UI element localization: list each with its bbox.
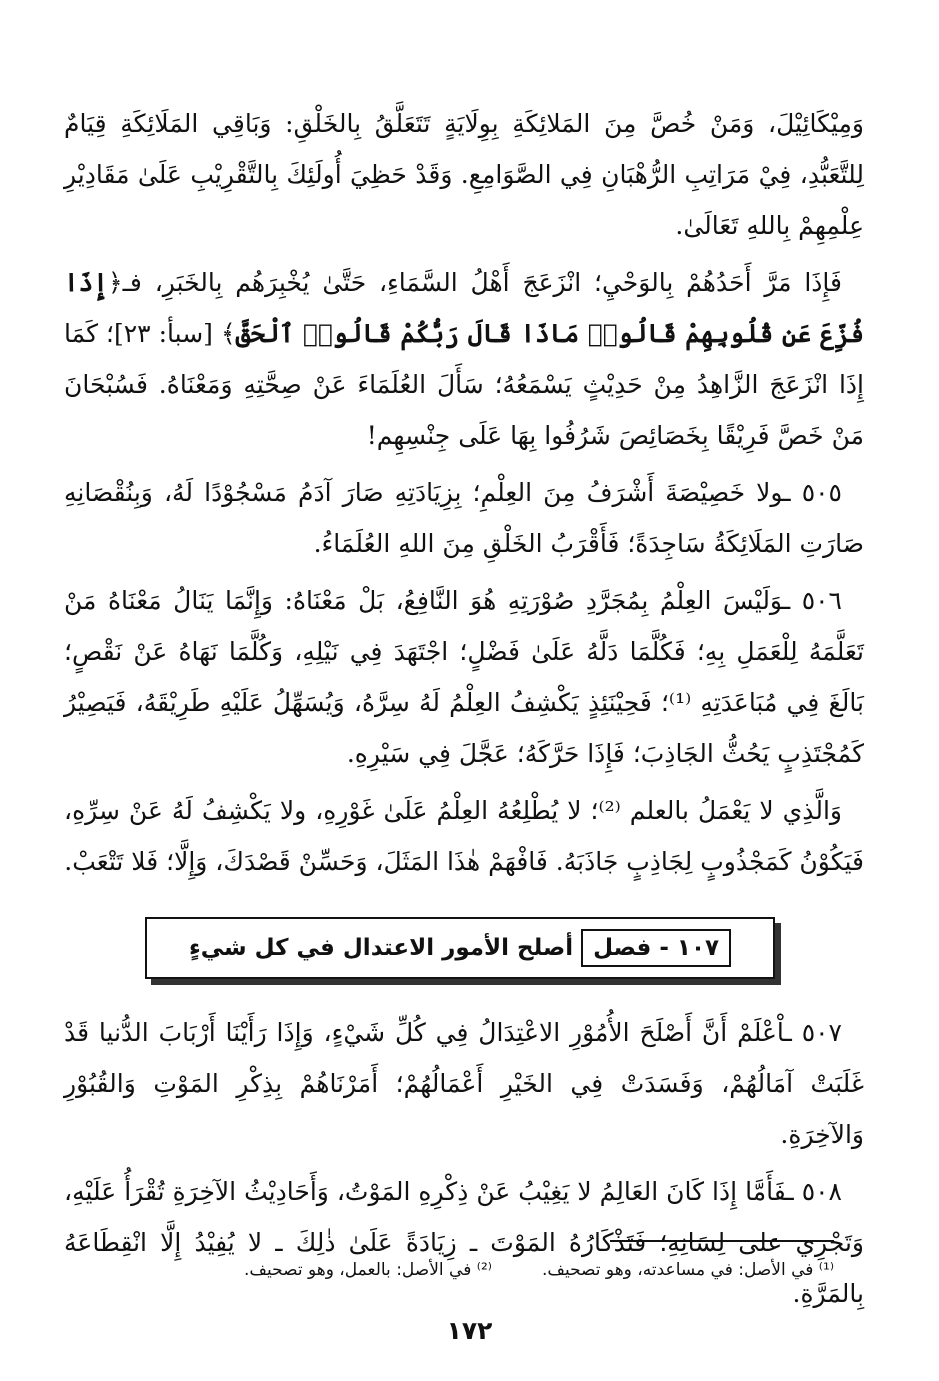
section-heading-content	[189, 929, 731, 967]
paragraph-506	[64, 575, 864, 779]
section-title: أصلح الأمور الاعتدال في كل شيءٍ	[188, 935, 574, 961]
paragraph-1: وَمِيْكَائِيْلَ، وَمَنْ خُصَّ مِنَ المَلائِكَةِ بِوِلَايَةٍ تَتَعَلَّقُ بِالخَلْقِ: وَبَاقِي المَلَائِكَةِ قِيَامٌ لِلتَّعَبُّدِ، فِيْ مَرَاتِبِ الرُّهْبَانِ فِي الصَّوَامِعِ. وَقَدْ حَظِيَ أُولَئِكَ بِالتَّقْرِيْبِ عَلَىٰ مَقَادِيْرِ عِلْمِهِمْ بِاللهِ تَعَالَىٰ.	[64, 109, 864, 240]
paragraph-2-rest: ﴾ [سبأ: ٢٣]؛ كَمَا إِذَا انْزَعَجَ الزَّاهِدُ مِنْ حَدِيْثٍ يَسْمَعُهُ؛ سَأَلَ العُلَمَاءَ عَنْ صِحَّتِهِ وَمَعْنَاهُ. فَسُبْحَانَ مَنْ خَصَّ فَرِيْقًا بِخَصَائِصَ شَرُفُوا بِهَا عَلَى جِنْسِهِم!	[64, 319, 864, 450]
paragraph-number-508: ٥٠٨	[801, 1177, 842, 1206]
section-heading	[145, 917, 783, 987]
paragraph-2-intro: فَإِذَا مَرَّ أَحَدُهُمْ بِالوَحْيِ؛ انْزَعَجَ أَهْلُ السَّمَاءِ، حَتَّىٰ يُخْبِرَهُم بِالخَبَرِ، فـ﴿	[107, 268, 842, 297]
section-heading-box	[145, 917, 775, 979]
paragraph-number-506: ٥٠٦	[801, 586, 842, 615]
paragraph-2	[64, 257, 864, 461]
paragraph-508-text: ـفَأَمَّا إِذَا كَانَ العَالِمُ لا يَغِيْبُ عَنْ ذِكْرِهِ المَوْتُ، وَأَحَادِيْثُ الآخِرَةِ تُقْرَأُ عَلَيْهِ، وَتَجْرِي على لِسَانِهِ؛ فَتَذْكَارُهُ المَوْتَ ـ زِيَادَةً عَلَىٰ ذٰلِكَ ـ لا يُفِيْدُ إِلَّا انْقِطَاعَهُ بِالمَرَّةِ.	[64, 1177, 864, 1308]
page-body	[64, 98, 864, 1325]
quran-verse: إِذَا فُزِّعَ عَن قُلُوبِهِمْ قَالُوا۟ مَاذَا قَالَ رَبُّكُمْ قَالُوا۟ ٱلْحَقَّ	[64, 268, 865, 348]
footnote-1: ⁽¹⁾ في الأصل: في مساعدته، وهو تصحيف.	[541, 1260, 834, 1280]
paragraph-506-continued: وَالَّذِي لا يَعْمَلُ بالعلم ⁽²⁾؛ لا يُطْلِعُهُ العِلْمُ عَلَىٰ غَوْرِهِ، ولا يَكْشِفُ لَهُ عَنْ سِرِّهِ، فَيَكُوْنُ كَمَجْذُوبٍ لِجَاذِبٍ جَاذَبَهُ. فَافْهَمْ هٰذَا المَثَلَ، وَحَسِّنْ قَصْدَكَ، وَإِلَّا؛ فَلا تَتْعَبْ.	[64, 796, 864, 876]
section-number-label: ١٠٧ - فصل	[581, 929, 731, 967]
footnotes	[96, 1240, 834, 1280]
paragraph-506-text: ـوَلَيْسَ العِلْمُ بِمُجَرَّدِ صُوْرَتِهِ هُوَ النَّافِعُ، بَلْ مَعْنَاهُ: وَإِنَّمَا يَنَالُ مَعْنَاهُ مَنْ تَعَلَّمَهُ لِلْعَمَلِ بِهِ؛ فَكُلَّمَا دَلَّهُ عَلَىٰ فَضْلٍ؛ اجْتَهَدَ فِي نَيْلِهِ، وَكُلَّمَا نَهَاهُ عَنْ نَقْصٍ؛ بَالَغَ فِي مُبَاعَدَتِهِ ⁽¹⁾؛ فَحِيْنَئِذٍ يَكْشِفُ العِلْمُ لَهُ سِرَّهُ، وَيُسَهِّلُ عَلَيْهِ طَرِيْقَهُ، فَيَصِيْرُ كَمُجْتَذِبٍ يَحُثُّ الجَاذِبَ؛ فَإِذَا حَرَّكَهُ؛ عَجَّلَ فِي سَيْرِهِ.	[64, 586, 864, 768]
paragraph-505-text: ـولا خَصِيْصَةَ أَشْرَفُ مِنَ العِلْمِ؛ بِزِيَادَتِهِ صَارَ آدَمُ مَسْجُوْدًا لَهُ، وَبِنُقْصَانِهِ صَارَتِ المَلَائِكَةُ سَاجِدَةً؛ فَأَقْرَبُ الخَلْقِ مِنَ اللهِ العُلَمَاءُ.	[64, 478, 864, 558]
paragraph-number-507: ٥٠٧	[801, 1018, 842, 1047]
footnote-divider	[610, 1240, 834, 1242]
footnote-2: ⁽²⁾ في الأصل: بالعمل، وهو تصحيف.	[243, 1260, 492, 1280]
paragraph-505	[64, 467, 864, 569]
footnote-row	[96, 1260, 834, 1280]
paragraph-507	[64, 1007, 864, 1160]
page-number: ١٧٢	[446, 1316, 493, 1345]
paragraph-507-text: ـاْعْلَمْ أَنَّ أَصْلَحَ الأُمُوْرِ الاعْتِدَالُ فِي كُلِّ شَيْءٍ، وَإِذَا رَأَيْنَا أَرْبَابَ الدُّنيا قَدْ غَلَبَتْ آمَالُهُمْ، وَفَسَدَتْ فِي الخَيْرِ أَعْمَالُهُمْ؛ أَمَرْنَاهُمْ بِذِكْرِ المَوْتِ وَالقُبُوْرِ وَالآخِرَةِ.	[64, 1018, 864, 1149]
paragraph-number-505: ٥٠٥	[801, 478, 842, 507]
